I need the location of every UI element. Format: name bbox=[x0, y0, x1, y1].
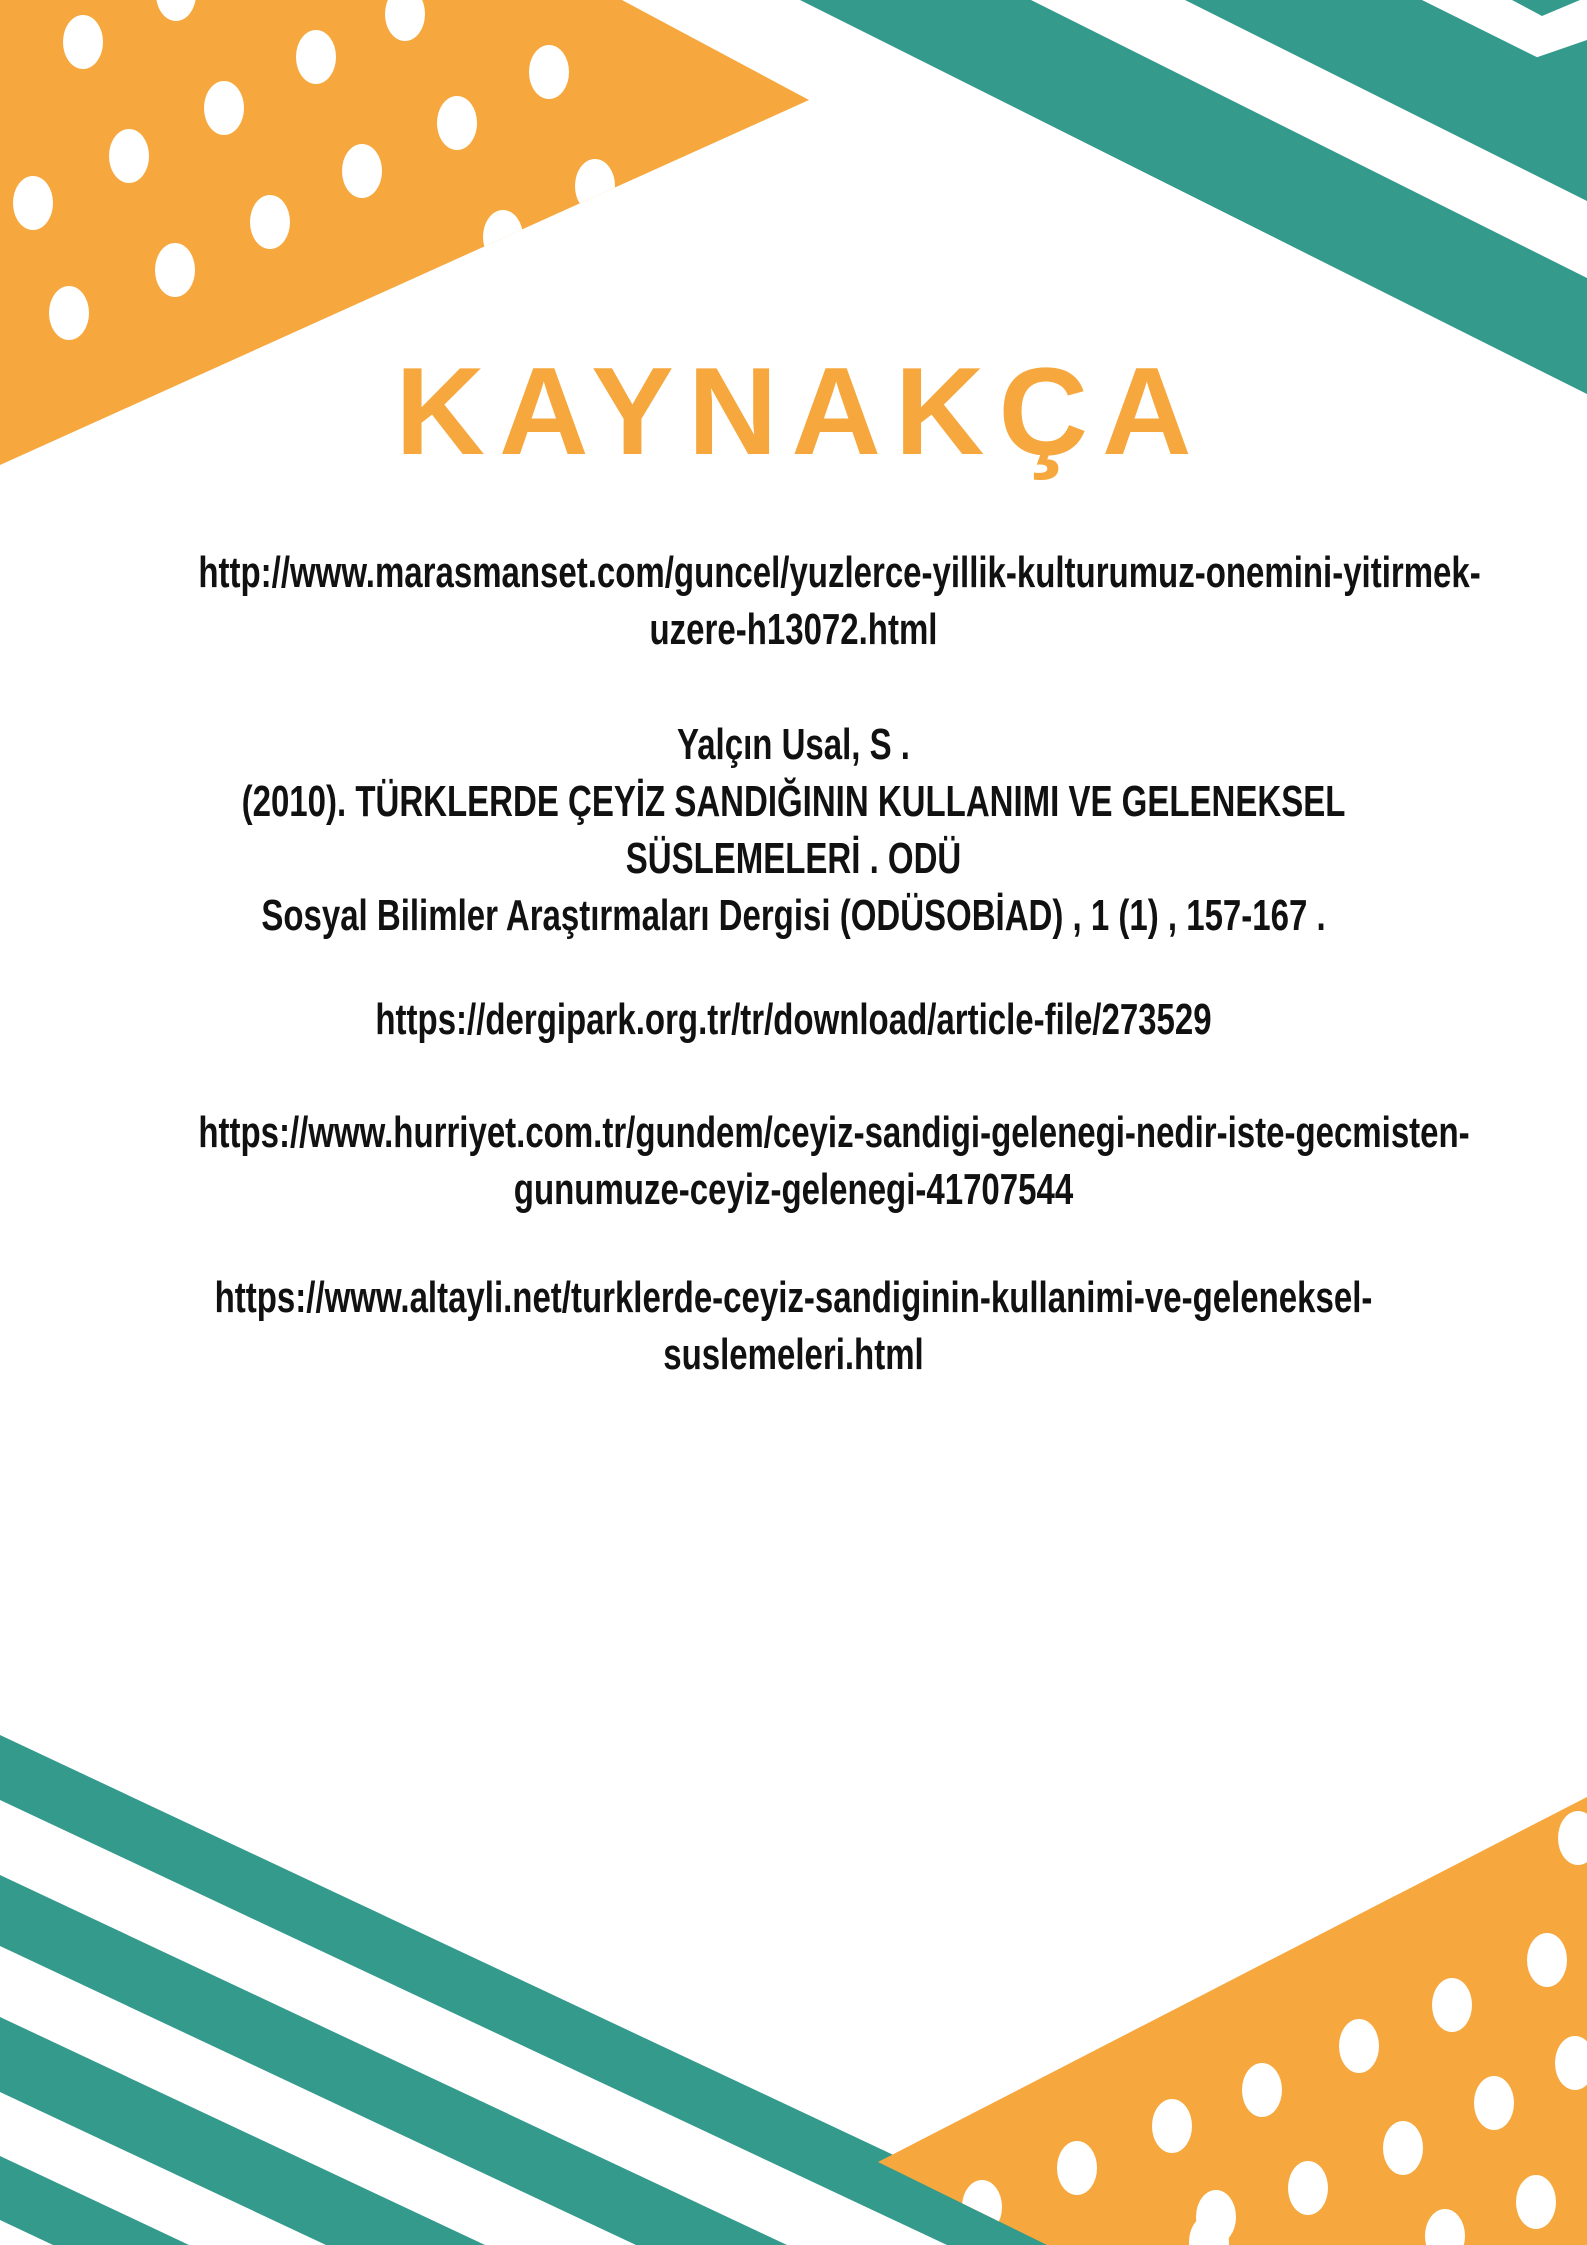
reference-entry bbox=[198, 716, 1388, 944]
reference-url-text: suslemeleri.html bbox=[663, 1330, 924, 1379]
bottom-right-orange-triangle bbox=[878, 1797, 1587, 2245]
page-title: KAYNAKÇA bbox=[395, 343, 1206, 481]
teal-stripe bbox=[0, 2156, 189, 2245]
polka-dot bbox=[1383, 2121, 1423, 2175]
reference-entry bbox=[198, 991, 1388, 1048]
polka-dot bbox=[1242, 2063, 1282, 2117]
polka-dot bbox=[155, 243, 195, 297]
polka-dot bbox=[437, 96, 477, 150]
reference-url-text: https://dergipark.org.tr/tr/download/article-file/273529 bbox=[375, 995, 1212, 1044]
reference-entry bbox=[198, 544, 1481, 658]
polka-dot bbox=[575, 159, 615, 213]
polka-dot bbox=[296, 30, 336, 84]
reference-url-text: https://www.hurriyet.com.tr/gundem/ceyiz-sandigi-gelenegi-nedir-iste-gecmisten- bbox=[198, 1108, 1470, 1157]
reference-url-text: http://www.marasmanset.com/guncel/yuzlerce-yillik-kulturumuz-onemini-yitirmek- bbox=[198, 548, 1481, 597]
polka-dot bbox=[1516, 2175, 1556, 2229]
reference-url-text: https://www.altayli.net/turklerde-ceyiz-sandiginin-kullanimi-ve-geleneksel- bbox=[214, 1273, 1373, 1322]
reference-entry bbox=[198, 1104, 1470, 1218]
polka-dot bbox=[1152, 2099, 1192, 2153]
reference-title-text: (2010). TÜRKLERDE ÇEYİZ SANDIĞININ KULLANIMI VE GELENEKSEL bbox=[241, 777, 1346, 826]
reference-url-text: uzere-h13072.html bbox=[649, 605, 938, 654]
polka-dot bbox=[1474, 2076, 1514, 2130]
polka-dot bbox=[63, 15, 103, 69]
teal-stripe-corner-piece bbox=[1512, 0, 1580, 16]
polka-dot bbox=[342, 144, 382, 198]
polka-dot bbox=[1288, 2161, 1328, 2215]
reference-title-text: SÜSLEMELERİ . ODÜ bbox=[625, 834, 962, 883]
polka-dot bbox=[109, 129, 149, 183]
polka-dot bbox=[1432, 1978, 1472, 2032]
polka-dot bbox=[13, 176, 53, 230]
reference-url-text: gunumuze-ceyiz-gelenegi-41707544 bbox=[513, 1165, 1074, 1214]
polka-dot bbox=[49, 286, 89, 340]
reference-journal-text: Sosyal Bilimler Araştırmaları Dergisi (ODÜSOBİAD) , 1 (1) , 157-167 . bbox=[261, 891, 1326, 940]
polka-dot bbox=[1527, 1933, 1567, 1987]
reference-entry bbox=[198, 1269, 1388, 1383]
polka-dot bbox=[1339, 2019, 1379, 2073]
polka-dot bbox=[250, 195, 290, 249]
top-right-teal-stripes bbox=[800, 0, 1587, 394]
reference-author-text: Yalçın Usal, S . bbox=[677, 720, 910, 769]
polka-dot bbox=[483, 210, 523, 264]
polka-dot bbox=[1057, 2141, 1097, 2195]
orange-triangle-shape bbox=[878, 1797, 1587, 2245]
polka-dot bbox=[204, 81, 244, 135]
polka-dot bbox=[529, 45, 569, 99]
